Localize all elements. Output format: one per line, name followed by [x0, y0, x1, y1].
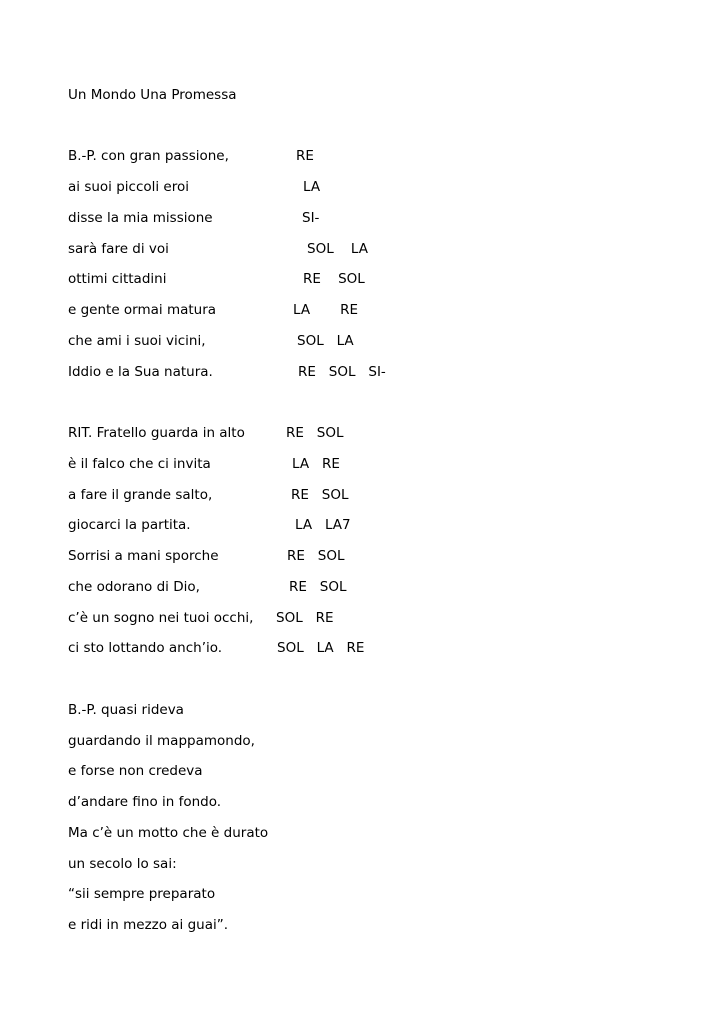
lyric-line: a fare il grande salto, — [68, 487, 213, 503]
lyric-line: ci sto lottando anch’io. — [68, 640, 223, 656]
chord-line: RE SOL SI- — [298, 364, 386, 380]
lyric-line: sarà fare di voi — [68, 241, 169, 257]
lyric-line: “sii sempre preparato — [68, 886, 216, 902]
lyric-line: che odorano di Dio, — [68, 579, 200, 595]
lyric-line: giocarci la partita. — [68, 517, 191, 533]
chord-line: LA RE — [292, 456, 340, 472]
lyric-line: RIT. Fratello guarda in alto — [68, 425, 245, 441]
lyric-line: ottimi cittadini — [68, 271, 167, 287]
lyric-line: Sorrisi a mani sporche — [68, 548, 219, 564]
lyric-line: è il falco che ci invita — [68, 456, 211, 472]
lyric-line: B.-P. quasi rideva — [68, 702, 184, 718]
chord-line: RE SOL — [286, 425, 344, 441]
song-title: Un Mondo Una Promessa — [68, 87, 237, 103]
chord-line: SOL RE — [276, 610, 334, 626]
lyric-line: guardando il mappamondo, — [68, 733, 255, 749]
chord-line: LA RE — [293, 302, 359, 318]
chord-line: SI- — [302, 210, 320, 226]
lyric-line: ai suoi piccoli eroi — [68, 179, 189, 195]
lyric-line: B.-P. con gran passione, — [68, 148, 229, 164]
chord-line: SOL LA RE — [277, 640, 365, 656]
lyric-line: e ridi in mezzo ai guai”. — [68, 917, 229, 933]
chord-line: RE — [296, 148, 314, 164]
chord-line: LA — [303, 179, 321, 195]
lyric-line: disse la mia missione — [68, 210, 213, 226]
chord-line: RE SOL — [289, 579, 347, 595]
chord-line: RE SOL — [287, 548, 345, 564]
chord-line: RE SOL — [291, 487, 349, 503]
chord-line: SOL LA — [297, 333, 354, 349]
lyric-line: e forse non credeva — [68, 763, 203, 779]
lyric-line: Ma c’è un motto che è durato — [68, 825, 269, 841]
lyric-line: e gente ormai matura — [68, 302, 217, 318]
lyric-line: che ami i suoi vicini, — [68, 333, 206, 349]
lyric-line: Iddio e la Sua natura. — [68, 364, 213, 380]
chord-line: LA LA7 — [295, 517, 351, 533]
chord-line: SOL LA — [307, 241, 368, 257]
lyric-line: c’è un sogno nei tuoi occhi, — [68, 610, 254, 626]
chord-line: RE SOL — [303, 271, 365, 287]
lyric-line: un secolo lo sai: — [68, 856, 177, 872]
lyric-line: d’andare fino in fondo. — [68, 794, 222, 810]
